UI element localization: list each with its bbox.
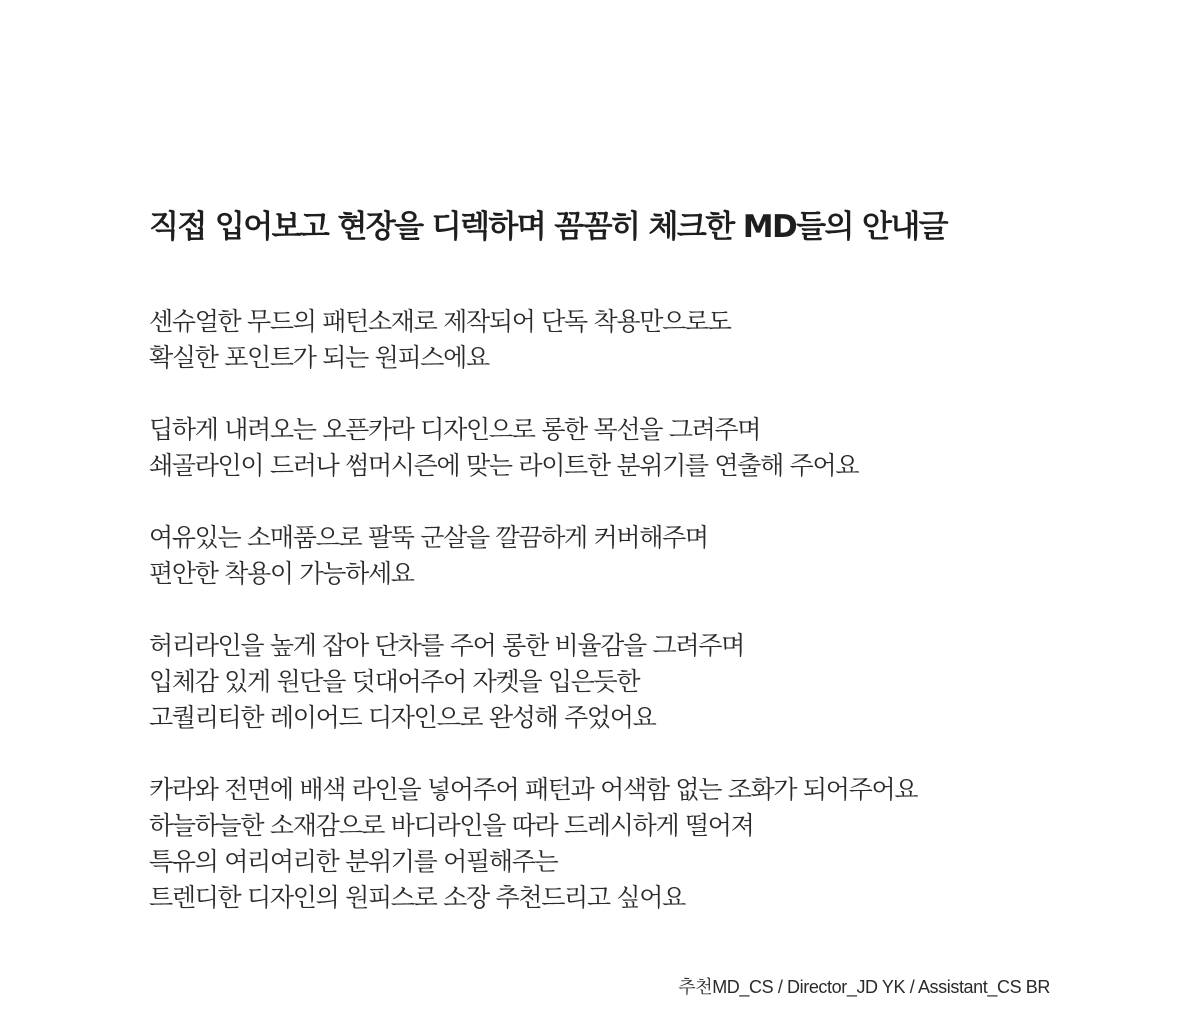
section-title: 직접 입어보고 현장을 디렉하며 꼼꼼히 체크한 MD들의 안내글 [149, 209, 948, 245]
text-line: 확실한 포인트가 되는 원피스에요 [149, 343, 489, 372]
paragraph-3 [149, 520, 1109, 592]
paragraph-4 [149, 628, 1109, 736]
text-line: 고퀄리티한 레이어드 디자인으로 완성해 주었어요 [149, 703, 656, 732]
text-line: 특유의 여리여리한 분위기를 어필해주는 [149, 847, 558, 876]
paragraph-2 [149, 412, 1109, 484]
description-body [149, 304, 1109, 952]
text-line: 편안한 착용이 가능하세요 [149, 559, 414, 588]
text-line: 입체감 있게 원단을 덧대어주어 자켓을 입은듯한 [149, 667, 640, 696]
md-credit: 추천MD_CS / Director_JD YK / Assistant_CS BR [678, 977, 1050, 997]
paragraph-5 [149, 772, 1109, 916]
text-line: 센슈얼한 무드의 패턴소재로 제작되어 단독 착용만으로도 [149, 307, 731, 336]
text-line: 딥하게 내려오는 오픈카라 디자인으로 롱한 목선을 그려주며 [149, 415, 761, 444]
text-line: 트렌디한 디자인의 원피스로 소장 추천드리고 싶어요 [149, 883, 685, 912]
paragraph-1 [149, 304, 1109, 376]
text-line: 쇄골라인이 드러나 썸머시즌에 맞는 라이트한 분위기를 연출해 주어요 [149, 451, 859, 480]
text-line: 하늘하늘한 소재감으로 바디라인을 따라 드레시하게 떨어져 [149, 811, 754, 840]
text-line: 카라와 전면에 배색 라인을 넣어주어 패턴과 어색함 없는 조화가 되어주어요 [149, 775, 918, 804]
text-line: 여유있는 소매품으로 팔뚝 군살을 깔끔하게 커버해주며 [149, 523, 708, 552]
text-line: 허리라인을 높게 잡아 단차를 주어 롱한 비율감을 그려주며 [149, 631, 744, 660]
